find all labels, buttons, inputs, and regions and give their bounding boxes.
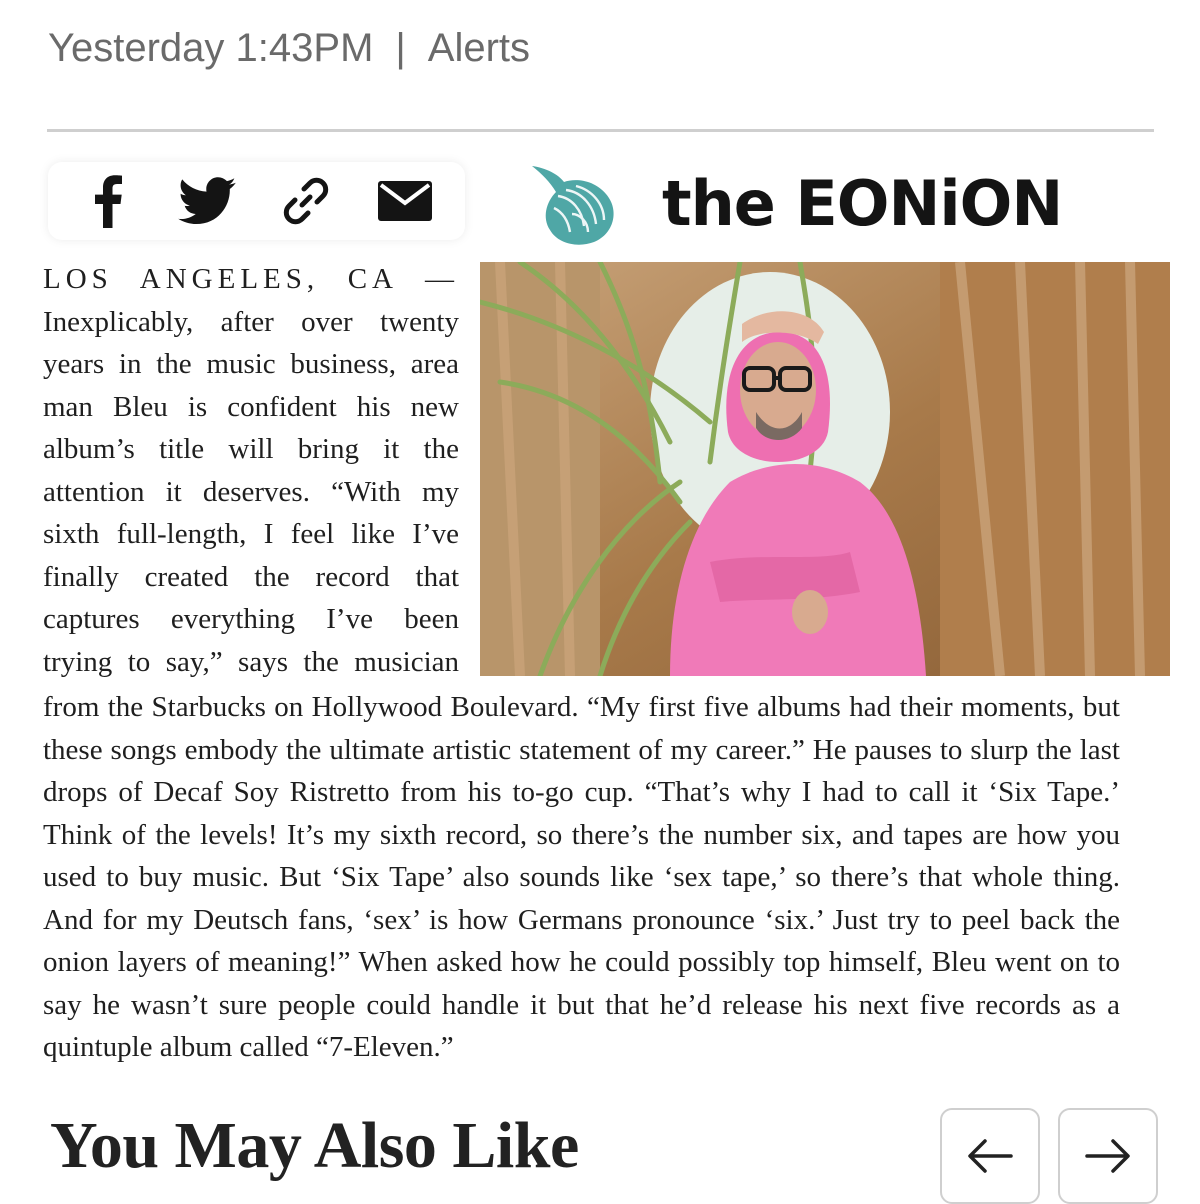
twitter-icon[interactable] — [176, 170, 238, 232]
article-body: from the Starbucks on Hollywood Boulevard. “My first five albums had their moments, but these songs embody the ultimate artistic statement of my career.” He pauses to slurp the last drops of Decaf Soy Ristretto from his to-go cup. “That’s why I had to call it ‘Six Tape.’ Think of the levels! It’s my sixth record, so there’s the number six, and tapes are how you used to buy music. But ‘Six Tape’ also sounds like ‘sex tape,’ so there’s that whole thing. And for my Deutsch fans, ‘sex’ is how Germans pronounce ‘six.’ Just try to peel back the onion layers of meaning!” When asked how he could possibly top himself, Bleu went on to say he wasn’t sure people could handle it but that he’d release his next five records as a quintuple album called “7-Eleven.” — [43, 691, 1120, 1063]
mail-icon[interactable] — [374, 170, 436, 232]
link-icon[interactable] — [275, 170, 337, 232]
meta-separator: | — [395, 25, 406, 70]
article-intro — [43, 258, 459, 683]
timestamp: Yesterday 1:43PM — [48, 25, 374, 70]
related-heading: You May Also Like — [50, 1109, 579, 1182]
onion-logo-icon — [528, 158, 620, 248]
article-photo — [480, 262, 1170, 676]
divider — [47, 129, 1154, 132]
category-link[interactable]: Alerts — [427, 25, 531, 70]
site-logo[interactable] — [528, 158, 1062, 248]
prev-button[interactable] — [940, 1108, 1040, 1204]
intro-text: Inexplicably, after over twenty years in the music business, area man Bleu is confident his new album’s title will bring it the attention it deserves. “With my sixth full-length, I feel like I’ve finally created the record that captures everything I’ve been trying to say,” says the musician — [43, 305, 459, 678]
article-meta — [48, 20, 530, 76]
site-name: the EONiON — [662, 166, 1063, 240]
next-button[interactable] — [1058, 1108, 1158, 1204]
arrow-right-icon — [1085, 1138, 1131, 1174]
facebook-icon[interactable] — [77, 170, 139, 232]
dateline: LOS ANGELES, CA — — [43, 263, 459, 295]
share-bar — [48, 162, 465, 240]
arrow-left-icon — [967, 1138, 1013, 1174]
